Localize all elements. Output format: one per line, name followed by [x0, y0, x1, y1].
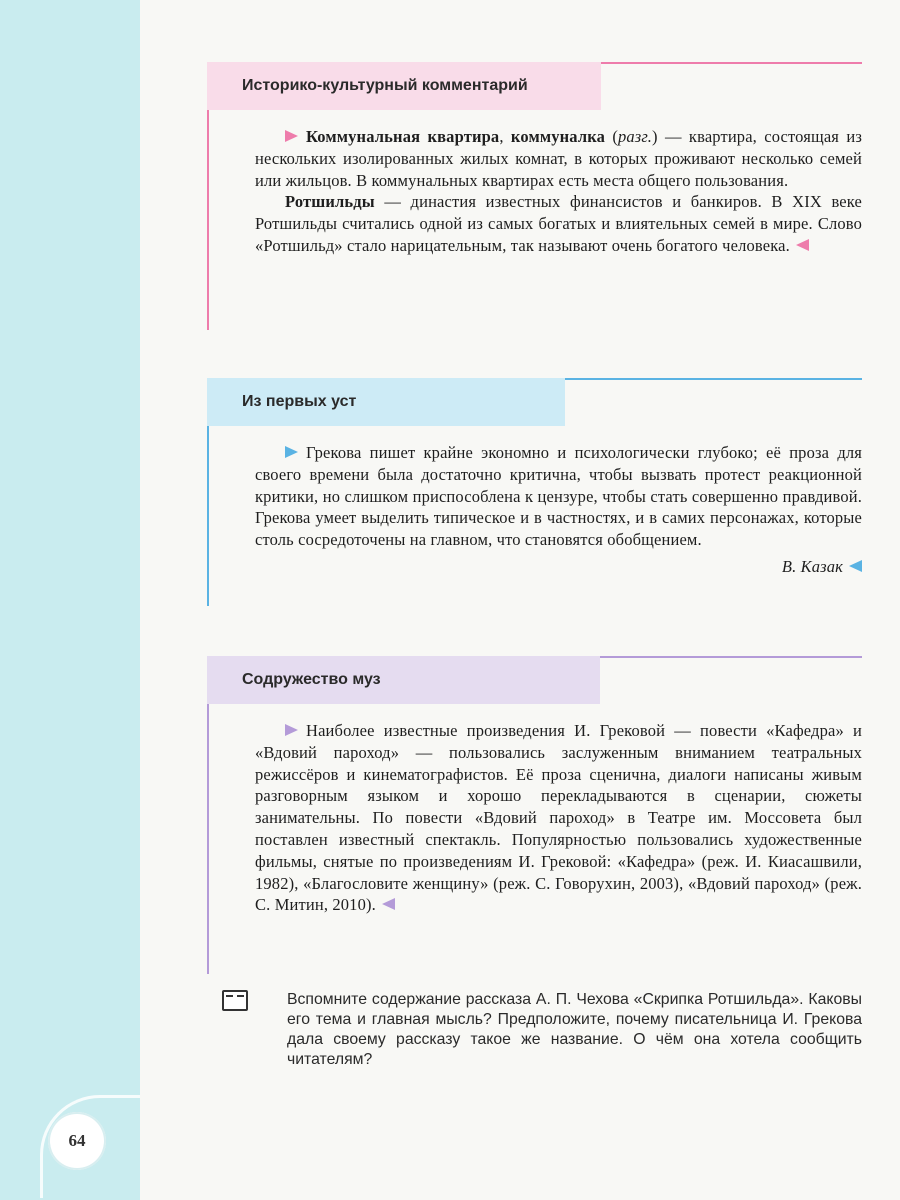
- task-question: Вспомните содержание рассказа А. П. Чехова «Скрипка Ротшильда». Каковы его тема и главная мысль? Предположите, почему писательница И. Грекова дала своему рассказу такое же название. О чём она хотела сообщить читателям?: [287, 991, 862, 1068]
- author-name: В. Казак: [781, 556, 843, 576]
- term: Ротшильды: [285, 192, 375, 212]
- commentary-title: Историко-культурный комментарий: [207, 62, 601, 110]
- term: Коммунальная квартира: [306, 127, 500, 146]
- page-margin-strip: [0, 0, 140, 1200]
- section-end-arrow-icon: [849, 560, 862, 572]
- section-end-arrow-icon: [796, 239, 809, 251]
- quote-author: [255, 556, 862, 578]
- book-page: [237, 995, 244, 1007]
- quote: [255, 442, 862, 551]
- definition: — квартира, состоящая из нескольких изолированных жилых комнат, в которых проживают несколько семей или жильцов. В коммунальных квартирах есть места общего пользования.: [255, 127, 862, 190]
- quote-text: Грекова пишет крайне экономно и психологически глубоко; её проза для своего времени была достаточно критична, чтобы вызвать протест реакционной критики, но слишком приспособлена к цензуре, чтобы стать совершенно правдивой. Грекова умеет выделить типическое и в частностях, и в самих персонажах, которые столь сосредоточены на главном, что становятся обобщением.: [255, 443, 862, 550]
- first-lips-title: Из первых уст: [207, 378, 565, 426]
- section-end-arrow-icon: [382, 898, 395, 910]
- page-number: 64: [48, 1112, 106, 1170]
- open-book-icon: [222, 990, 248, 1011]
- first-lips-content: [255, 442, 862, 578]
- muses-title: Содружество муз: [207, 656, 600, 704]
- first-lips-box: [207, 378, 862, 606]
- commentary-box: [207, 62, 862, 330]
- paragraph: [255, 191, 862, 256]
- section-start-arrow-icon: [285, 130, 298, 142]
- definition: — династия известных финансистов и банкиров. В XIX веке Ротшильды считались одной из самых богатых и влиятельных семей в мире. Слово «Ротшильд» стало нарицательным, так называют очень богатого человека.: [255, 192, 862, 255]
- book-page: [226, 995, 233, 1007]
- muses-box: [207, 656, 862, 974]
- note: разг.: [617, 127, 653, 146]
- section-start-arrow-icon: [285, 446, 298, 458]
- separator: ,: [499, 127, 511, 146]
- section-start-arrow-icon: [285, 724, 298, 736]
- commentary-content: [255, 126, 862, 257]
- muses-content: [255, 720, 862, 916]
- paragraph-text: Наиболее известные произведения И. Грековой — повести «Кафедра» и «Вдовий пароход» — пользовались заслуженным вниманием театральных режиссёров и кинематографистов. Её проза сценична, диалоги написаны живым разговорным языком и хорошо перекладываются в сценарии, сюжеты занимательны. По повести «Вдовий пароход» в Театре им. Моссовета был поставлен известный спектакль. Популярностью пользовались художественные фильмы, снятые по произведениям И. Грековой: «Кафедра» (реж. И. Киасашвили, 1982), «Благословите женщину» (реж. С. Говорухин, 2003), «Вдовий пароход» (реж. С. Митин, 2010).: [255, 721, 862, 915]
- term: коммуналка: [510, 127, 606, 146]
- paragraph: [255, 720, 862, 916]
- paragraph: Коммунальная квартира, коммуналка (разг.) — квартира, состоящая из нескольких изолированных жилых комнат, в которых проживают несколько семей или жильцов. В коммунальных квартирах есть места общего пользования.: [255, 127, 862, 190]
